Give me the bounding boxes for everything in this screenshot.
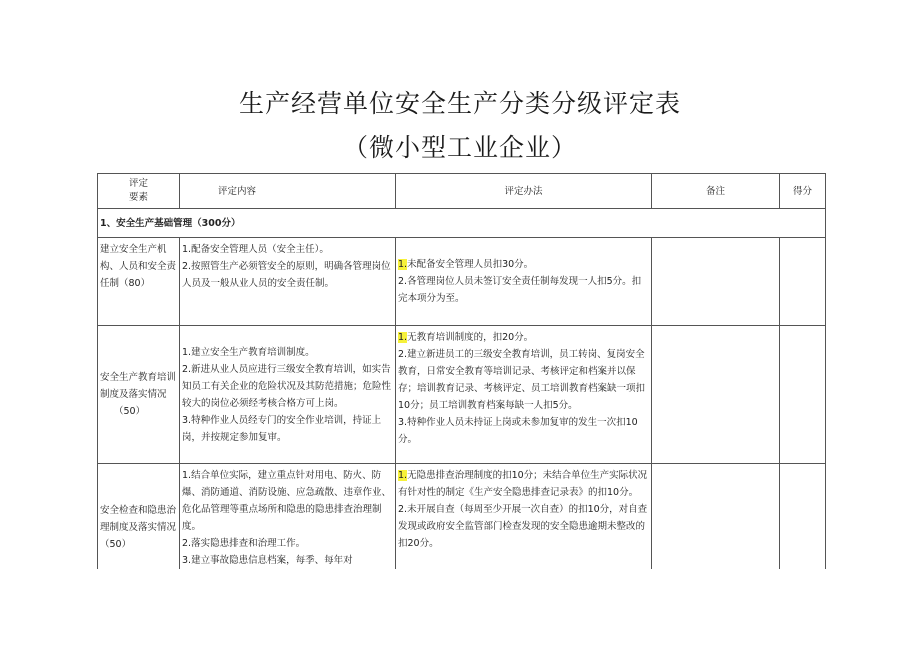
highlight-mark: 1.: [398, 332, 408, 343]
method-cell: 1.无教育培训制度的，扣20分。 2.建立新进员工的三级安全教育培训，员工转岗、复岗安全教育，日常安全教育等培训记录、考核评定和档案并以保存；培训教育记录、考核评定、员工培训教育档案缺一项扣10分；员工培训教育档案每缺一人扣5分。 3.特种作业人员未持证上岗或未参加复审的发生一次扣10分。: [396, 326, 652, 464]
remarks-cell: [652, 464, 780, 570]
highlight-mark: 1.: [398, 259, 408, 270]
score-cell: [780, 464, 826, 570]
header-element: 评定 要素: [98, 174, 180, 209]
document-title: 生产经营单位安全生产分类分级评定表: [238, 89, 681, 118]
element-cell: 安全生产教育培训制度及落实情况 （50）: [98, 326, 180, 464]
header-content: 评定内容: [180, 174, 396, 209]
evaluation-table: [97, 173, 826, 569]
table-row: [98, 326, 826, 464]
document-subtitle: （微小型工业企业）: [342, 133, 577, 162]
content-cell: 1.建立安全生产教育培训制度。 2.新进从业人员应进行三级安全教育培训，如实告知员工有关企业的危险状况及其防范措施；危险性较大的岗位必须经考核合格方可上岗。 3.特种作业人员经专门的安全作业培训，持证上岗，并按规定参加复审。: [180, 326, 396, 464]
header-score: 得分: [780, 174, 826, 209]
table-header-row: [98, 174, 826, 209]
highlight-mark: 1.: [398, 470, 408, 481]
method-cell: 1.未配备安全管理人员扣30分。 2.各管理岗位人员未签订安全责任制每发现一人扣5分。扣完本项分为至。: [396, 238, 652, 326]
score-cell: [780, 238, 826, 326]
remarks-cell: [652, 326, 780, 464]
content-cell: 1.结合单位实际，建立重点针对用电、防火、防爆、消防通道、消防设施、应急疏散、违章作业、危化品管理等重点场所和隐患的隐患排查治理制度。 2.落实隐患排查和治理工作。 3.建立事故隐患信息档案，每季、每年对: [180, 464, 396, 570]
score-cell: [780, 326, 826, 464]
section-row: [98, 209, 826, 238]
table-row: [98, 464, 826, 570]
table-row: [98, 238, 826, 326]
remarks-cell: [652, 238, 780, 326]
section-title: 1、安全生产基础管理（300分）: [98, 209, 826, 238]
method-cell: 1.无隐患排查治理制度的扣10分；未结合单位生产实际状况有针对性的制定《生产安全隐患排查记录表》的扣10分。 2.未开展自查（每周至少开展一次自查）的扣10分，对自查发现或政府安全监管部门检查发现的安全隐患逾期未整改的扣20分。: [396, 464, 652, 570]
evaluation-table-container: [97, 173, 827, 569]
header-remarks: 备注: [652, 174, 780, 209]
element-cell: 建立安全生产机构、人员和安全责任制（80）: [98, 238, 180, 326]
header-method: 评定办法: [396, 174, 652, 209]
element-cell: 安全检查和隐患治理制度及落实情况（50）: [98, 464, 180, 570]
content-cell: 1.配备安全管理人员（安全主任）。 2.按照管生产必须管安全的原则，明确各管理岗位人员及一般从业人员的安全责任制。: [180, 238, 396, 326]
